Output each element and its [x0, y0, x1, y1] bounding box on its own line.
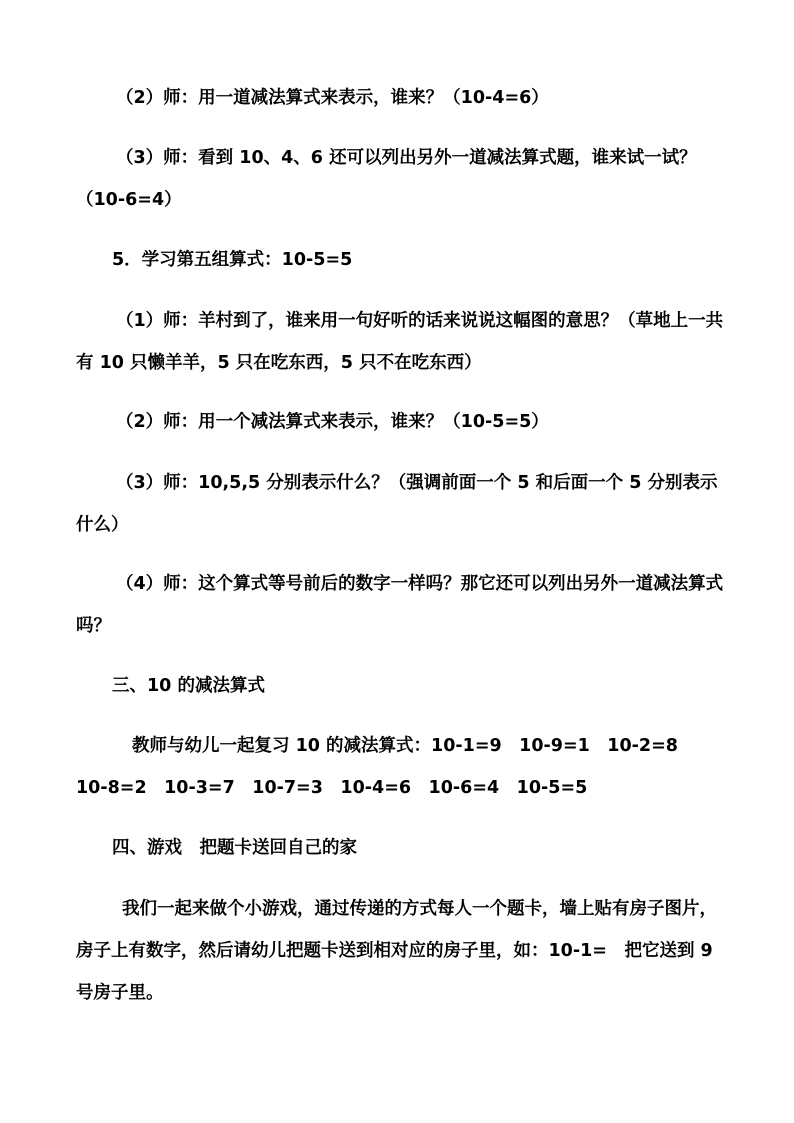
paragraph-2-subtraction-10-5: （2）师：用一个减法算式来表示，谁来？（10-5=5） [116, 412, 549, 432]
section-3-heading: 三、10 的减法算式 [112, 676, 265, 696]
paragraph-3-meaning-of-numbers: （3）师：10,5,5 分别表示什么？（强调前面一个 5 和后面一个 5 分别表示什么） [76, 473, 718, 535]
section-5-heading: 5．学习第五组算式：10-5=5 [112, 250, 353, 270]
review-equations-paragraph: 教师与幼儿一起复习 10 的减法算式：10-1=9 10-9=1 10-2=8 10-8=2 10-3=7 10-7=3 10-4=6 10-6=4 10-5=5 [76, 736, 696, 798]
section-4-game-heading: 四、游戏 把题卡送回自己的家 [112, 838, 357, 858]
paragraph-4-same-numbers: （4）师：这个算式等号前后的数字一样吗？那它还可以列出另外一道减法算式吗？ [76, 574, 724, 636]
paragraph-3-another-equation: （3）师：看到 10、4、6 还可以列出另外一道减法算式题，谁来试一试？（10-6=4） [76, 148, 697, 210]
paragraph-1-sheep-village: （1）师：羊村到了，谁来用一句好听的话来说说这幅图的意思？（草地上一共有 10 只懒羊羊，5 只在吃东西，5 只不在吃东西） [76, 311, 724, 373]
game-description-paragraph: 我们一起来做个小游戏，通过传递的方式每人一个题卡，墙上贴有房子图片，房子上有数字，然后请幼儿把题卡送到相对应的房子里，如：10-1= 把它送到 9 号房子里。 [76, 899, 719, 1003]
paragraph-2-subtraction-equation: （2）师：用一道减法算式来表示，谁来？（10-4=6） [116, 88, 549, 108]
